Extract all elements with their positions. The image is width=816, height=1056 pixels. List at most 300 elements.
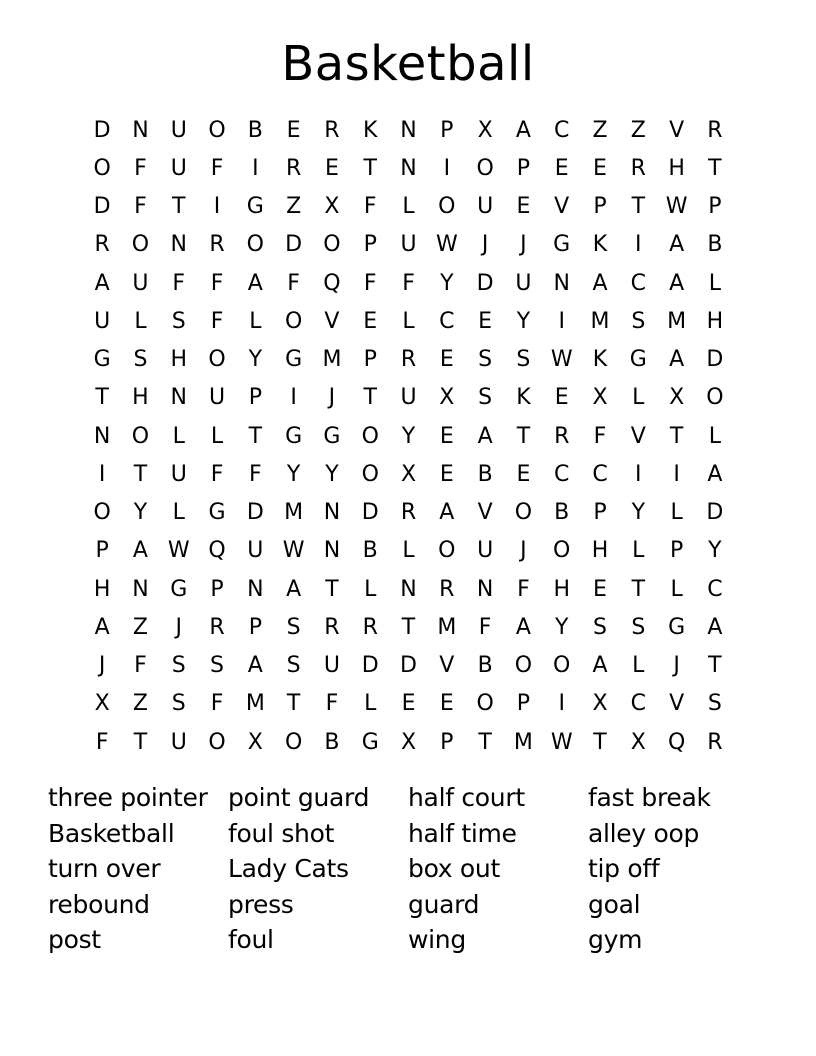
grid-letter: Z [592,117,608,143]
grid-letter: L [670,576,683,602]
word-bank-item: foul shot [228,818,335,848]
grid-letter: D [93,194,111,220]
grid-letter: X [477,117,493,143]
grid-letter: F [478,614,492,640]
grid-letter: X [669,385,685,411]
grid-letter: E [554,155,569,181]
grid-letter: S [171,653,186,679]
grid-letter: A [669,270,685,296]
grid-letter: H [591,538,609,564]
grid-letter: T [478,729,492,755]
word-bank-item: alley oop [588,818,700,848]
grid-letter: O [208,117,226,143]
grid-letter: Y [286,461,301,487]
grid-letter: Y [554,614,569,640]
grid-letter: E [439,423,454,449]
grid-letter: H [553,576,570,602]
grid-letter: R [324,117,340,143]
grid-letter: L [632,653,645,679]
grid-letter: V [669,691,685,717]
grid-letter: E [516,461,531,487]
grid-letter: N [170,385,187,411]
grid-letter: O [208,347,226,373]
grid-letter: L [402,538,415,564]
grid-letter: E [439,347,454,373]
grid-letter: R [707,729,723,755]
grid-letter: K [363,117,378,143]
grid-letter: L [172,423,185,449]
grid-letter: P [210,576,224,602]
grid-letter: U [323,653,340,679]
grid-letter: J [673,653,680,679]
grid-letter: S [478,385,493,411]
grid-letter: R [324,614,340,640]
grid-letter: E [593,576,607,602]
grid-letter: L [632,385,645,411]
grid-letter: I [558,308,565,334]
grid-letter: B [554,500,570,526]
grid-letter: P [440,117,454,143]
grid-letter: M [322,347,342,373]
grid-letter: A [669,232,685,258]
grid-letter: X [94,691,110,717]
grid-letter: K [592,232,608,258]
grid-letter: N [400,117,417,143]
grid-letter: E [401,691,416,717]
grid-letter: D [476,270,494,296]
word-bank-item: press [228,889,294,919]
grid-letter: U [132,270,149,296]
grid-letter: P [95,538,109,564]
grid-letter: G [553,232,571,258]
grid-letter: J [175,614,182,640]
grid-letter: B [477,653,493,679]
grid-letter: O [514,500,533,526]
grid-letter: F [210,155,224,181]
grid-letter: A [286,576,302,602]
grid-letter: M [245,691,265,717]
grid-letter: S [516,347,531,373]
grid-letter: E [324,155,339,181]
grid-letter: G [246,194,264,220]
grid-letter: S [631,308,646,334]
grid-letter: T [708,653,722,679]
grid-letter: F [210,270,224,296]
grid-letter: C [592,461,608,487]
grid-letter: R [362,614,378,640]
grid-letter: G [285,347,303,373]
grid-letter: A [94,270,110,296]
grid-letter: D [400,653,417,679]
grid-letter: J [481,232,489,258]
grid-letter: Y [325,461,339,487]
grid-letter: U [515,270,532,296]
grid-letter: X [592,691,608,717]
grid-letter: N [323,538,341,564]
grid-letter: U [170,461,187,487]
grid-letter: J [98,653,106,679]
grid-letter: S [133,347,148,373]
grid-letter: D [285,232,303,258]
word-bank-item: goal [588,889,641,919]
grid-letter: I [558,691,565,717]
grid-letter: Y [516,308,531,334]
grid-letter: V [439,653,455,679]
grid-letter: M [513,729,533,755]
word-bank-item: guard [408,889,480,919]
grid-letter: U [477,538,494,564]
grid-letter: T [669,423,684,449]
grid-letter: N [93,423,111,449]
grid-letter: P [669,538,684,564]
grid-letter: R [94,232,110,258]
grid-letter: A [132,538,148,564]
letter-grid [83,111,734,761]
grid-letter: L [402,194,415,220]
grid-letter: O [553,653,571,679]
word-bank-item: rebound [48,889,150,919]
grid-letter: R [209,232,225,258]
word-bank-item: Lady Cats [228,854,349,883]
grid-letter: E [439,461,454,487]
grid-letter: T [631,194,646,220]
grid-letter: O [476,155,494,181]
grid-letter: L [402,308,415,334]
grid-letter: F [363,194,377,220]
word-bank-item: half court [408,783,525,812]
grid-letter: C [630,691,646,717]
grid-letter: V [324,308,340,334]
grid-letter: Z [286,194,302,220]
grid-letter: L [134,308,147,334]
grid-letter: G [361,729,379,755]
grid-letter: S [631,614,646,640]
word-bank-item: gym [588,925,643,954]
grid-letter: P [516,691,531,717]
grid-letter: I [635,232,642,258]
grid-letter: D [93,117,111,143]
grid-letter: N [323,500,341,526]
grid-letter: C [554,461,570,487]
grid-letter: W [665,194,688,220]
word-bank-item: wing [408,925,466,954]
page-title: Basketball [281,36,535,92]
grid-letter: R [285,155,302,181]
grid-letter: R [630,155,646,181]
grid-letter: F [287,270,300,296]
grid-letter: F [593,423,607,449]
grid-letter: U [170,155,187,181]
grid-letter: T [133,461,148,487]
grid-letter: M [667,308,687,334]
grid-letter: X [400,729,417,755]
grid-letter: G [285,423,303,449]
grid-letter: L [210,423,224,449]
word-bank-item: three pointer [48,783,208,812]
grid-letter: P [248,614,262,640]
grid-letter: O [476,691,494,717]
grid-letter: X [324,194,340,220]
grid-letter: R [707,117,723,143]
grid-letter: A [94,614,110,640]
grid-letter: V [477,500,493,526]
grid-letter: G [208,500,226,526]
grid-letter: F [172,270,186,296]
grid-letter: L [708,423,722,449]
grid-letter: V [554,194,570,220]
grid-letter: C [439,308,455,334]
grid-letter: F [134,155,147,181]
grid-letter: W [167,538,190,564]
word-bank [48,780,768,958]
grid-letter: U [94,308,111,334]
grid-letter: N [553,270,570,296]
grid-letter: D [246,500,264,526]
grid-letter: Y [133,500,148,526]
grid-letter: B [324,729,340,755]
grid-letter: T [172,194,186,220]
grid-letter: H [93,576,111,602]
grid-letter: Y [440,270,454,296]
grid-letter: I [635,461,642,487]
grid-letter: A [477,423,493,449]
grid-letter: I [98,461,106,487]
grid-letter: S [593,614,607,640]
grid-letter: D [361,500,379,526]
grid-letter: D [706,347,724,373]
grid-letter: N [132,576,149,602]
grid-letter: U [208,385,226,411]
grid-letter: S [286,614,301,640]
grid-letter: A [247,653,263,679]
grid-letter: L [364,576,377,602]
grid-letter: O [131,423,150,449]
grid-letter: G [323,423,341,449]
grid-letter: Q [323,270,341,296]
grid-letter: Z [132,614,148,640]
grid-letter: T [631,576,646,602]
grid-letter: B [362,538,378,564]
grid-letter: V [630,423,646,449]
grid-letter: E [554,385,569,411]
grid-letter: T [593,729,607,755]
grid-letter: F [210,461,224,487]
grid-letter: W [550,729,573,755]
grid-letter: T [286,691,301,717]
grid-letter: A [707,614,723,640]
grid-letter: I [252,155,259,181]
grid-letter: B [477,461,493,487]
word-bank-item: turn over [48,854,161,883]
grid-letter: Y [401,423,416,449]
grid-letter: F [402,270,415,296]
word-bank-item: Basketball [48,818,175,848]
grid-letter: R [400,347,417,373]
grid-letter: F [517,576,530,602]
grid-letter: F [210,691,224,717]
grid-letter: D [361,653,379,679]
grid-letter: P [516,155,531,181]
grid-letter: I [673,461,680,487]
grid-letter: K [592,347,608,373]
grid-letter: Z [630,117,646,143]
grid-letter: L [249,308,262,334]
grid-letter: R [554,423,570,449]
grid-letter: I [443,155,451,181]
grid-letter: O [361,461,379,487]
grid-letter: E [478,308,493,334]
grid-letter: G [170,576,188,602]
grid-letter: F [249,461,262,487]
word-bank-item: fast break [588,783,711,812]
grid-letter: T [325,576,339,602]
grid-letter: R [400,500,417,526]
grid-letter: R [209,614,225,640]
grid-letter: H [170,347,188,373]
grid-letter: L [632,538,645,564]
grid-letter: O [438,538,456,564]
grid-letter: X [592,385,608,411]
grid-letter: A [592,270,608,296]
grid-letter: T [401,614,416,640]
grid-letter: D [706,500,724,526]
grid-letter: Y [708,538,722,564]
grid-letter: N [132,117,149,143]
grid-letter: P [593,194,607,220]
grid-letter: H [132,385,149,411]
grid-letter: O [208,729,226,755]
word-bank-item: post [48,925,101,954]
grid-letter: O [553,538,571,564]
grid-letter: X [400,461,417,487]
grid-letter: A [247,270,263,296]
grid-letter: K [516,385,531,411]
grid-letter: G [93,347,111,373]
grid-letter: X [630,729,646,755]
word-bank-item: foul [228,925,274,954]
grid-letter: I [213,194,221,220]
grid-letter: L [364,691,377,717]
grid-letter: C [707,576,723,602]
grid-letter: O [514,653,533,679]
grid-letter: E [593,155,607,181]
grid-letter: A [669,347,685,373]
grid-letter: A [592,653,608,679]
grid-letter: O [323,232,341,258]
grid-letter: T [133,729,148,755]
grid-letter: S [286,653,301,679]
grid-letter: L [172,500,185,526]
grid-letter: S [171,308,186,334]
grid-letter: F [95,729,109,755]
grid-letter: L [708,270,722,296]
grid-letter: M [590,308,610,334]
grid-letter: N [400,155,417,181]
grid-letter: E [286,117,301,143]
grid-letter: A [515,614,531,640]
grid-letter: P [708,194,722,220]
word-bank-item: point guard [228,783,370,812]
grid-letter: I [290,385,297,411]
grid-letter: P [593,500,607,526]
grid-letter: R [439,576,455,602]
grid-letter: T [363,155,377,181]
grid-letter: O [284,308,303,334]
grid-letter: W [282,538,305,564]
grid-letter: S [171,691,186,717]
grid-letter: O [131,232,150,258]
grid-letter: A [707,461,723,487]
grid-letter: T [516,423,531,449]
word-bank-item: half time [408,818,517,848]
grid-letter: F [210,308,224,334]
grid-letter: Q [667,729,686,755]
grid-letter: Q [208,538,226,564]
grid-letter: S [478,347,493,373]
grid-letter: Y [631,500,646,526]
grid-letter: O [706,385,724,411]
grid-letter: U [400,385,417,411]
grid-letter: O [93,155,111,181]
grid-letter: E [363,308,378,334]
grid-letter: A [439,500,455,526]
grid-letter: X [439,385,455,411]
grid-letter: P [440,729,454,755]
grid-letter: O [93,500,111,526]
grid-letter: O [361,423,379,449]
grid-letter: O [246,232,264,258]
grid-letter: M [437,614,457,640]
grid-letter: W [435,232,458,258]
grid-letter: C [554,117,570,143]
word-bank-item: tip off [588,854,660,883]
grid-letter: H [668,155,685,181]
grid-letter: F [363,270,377,296]
grid-letter: Z [132,691,148,717]
grid-letter: O [438,194,456,220]
grid-letter: E [439,691,454,717]
grid-letter: B [707,232,723,258]
grid-letter: F [325,691,339,717]
grid-letter: P [363,232,377,258]
grid-letter: B [247,117,263,143]
grid-letter: T [363,385,377,411]
grid-letter: S [210,653,225,679]
grid-letter: J [520,538,527,564]
grid-letter: P [248,385,262,411]
grid-letter: E [516,194,531,220]
grid-letter: O [284,729,303,755]
grid-letter: N [170,232,187,258]
grid-letter: U [400,232,417,258]
grid-letter: F [134,194,147,220]
grid-letter: U [170,117,187,143]
grid-letter: U [170,729,187,755]
grid-letter: A [515,117,531,143]
grid-letter: V [669,117,685,143]
grid-letter: G [629,347,647,373]
grid-letter: T [248,423,263,449]
grid-letter: S [707,691,722,717]
grid-letter: N [476,576,494,602]
word-bank-item: box out [408,854,500,883]
grid-letter: N [247,576,264,602]
grid-letter: X [247,729,263,755]
grid-letter: J [520,232,527,258]
grid-letter: Y [248,347,263,373]
grid-letter: T [708,155,722,181]
grid-letter: P [363,347,377,373]
